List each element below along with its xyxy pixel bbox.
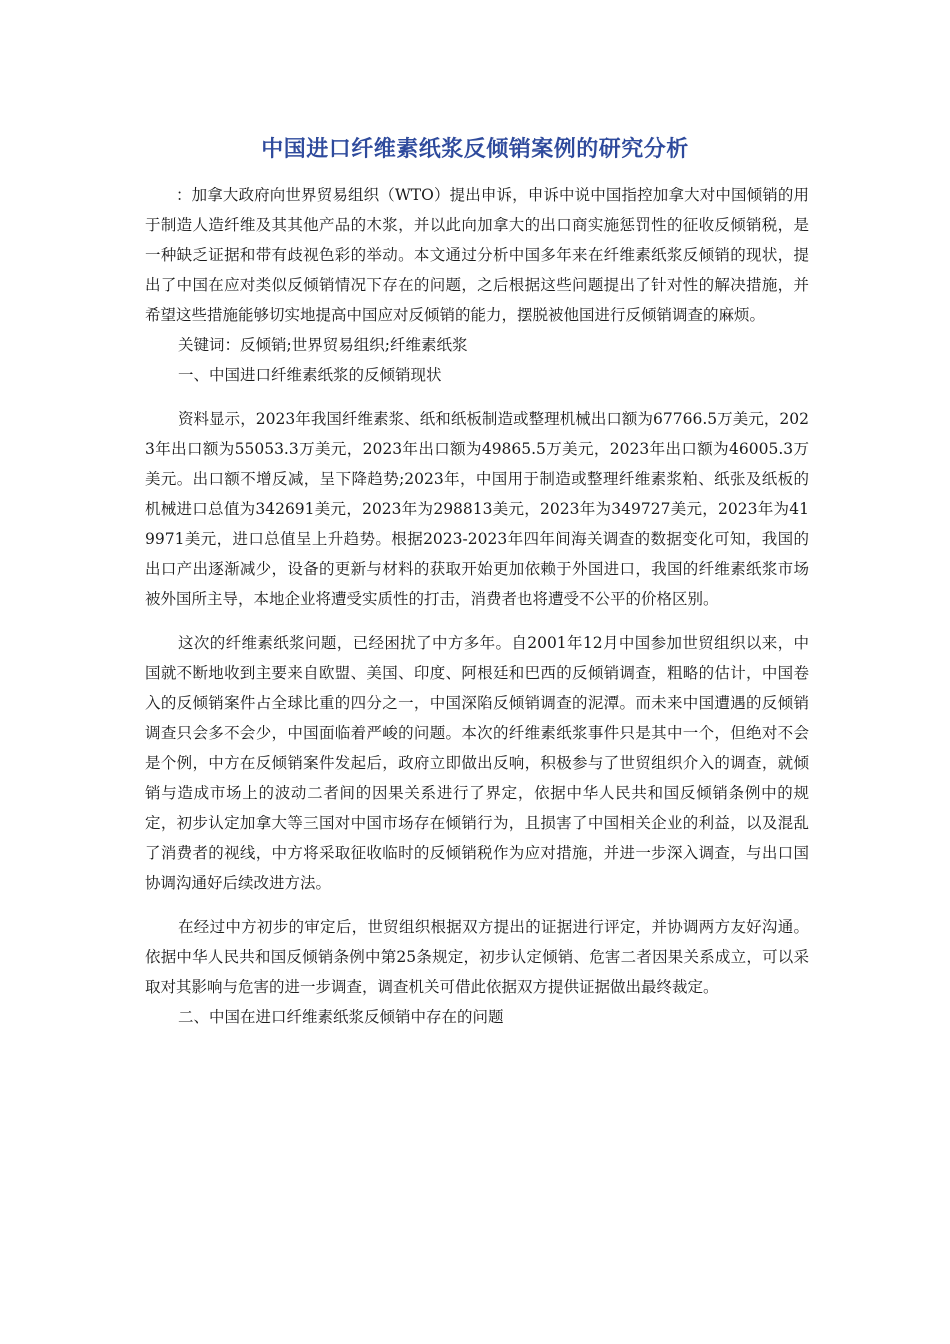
section-heading-2: 二、中国在进口纤维素纸浆反倾销中存在的问题 bbox=[178, 1008, 504, 1026]
body-paragraph-1: 资料显示，2023年我国纤维素浆、纸和纸板制造或整理机械出口额为67766.5万美元，2023年出口额为55053.3万美元，2023年出口额为49865.5万美元，2023年出口额为46005.3万美元。出口额不增反减，呈下降趋势;2023年，中国用于制造或整理纤维素浆粕、纸张及纸板的机械进口总值为342691美元，2023年为298813美元，2023年为349727美元，2023年为419971美元，进口总值呈上升趋势。根据2023-2023年四年间海关调查的数据变化可知，我国的出口产出逐渐减少，设备的更新与材料的获取开始更加依赖于外国进口，我国的纤维素纸浆市场被外国所主导，本地企业将遭受实质性的打击，消费者也将遭受不公平的价格区别。 bbox=[145, 410, 809, 608]
document-body bbox=[145, 180, 809, 1032]
body-paragraph-3: 在经过中方初步的审定后，世贸组织根据双方提出的证据进行评定，并协调两方友好沟通。依据中华人民共和国反倾销条例中第25条规定，初步认定倾销、危害二者因果关系成立，可以采取对其影响与危害的进一步调查，调查机关可借此依据双方提供证据做出最终裁定。 bbox=[145, 918, 809, 996]
section-heading-1: 一、中国进口纤维素纸浆的反倾销现状 bbox=[178, 366, 442, 384]
keywords-line: 关键词：反倾销;世界贸易组织;纤维素纸浆 bbox=[178, 336, 468, 354]
abstract-paragraph: ：加拿大政府向世界贸易组织（WTO）提出申诉，申诉中说中国指控加拿大对中国倾销的用于制造人造纤维及其其他产品的木浆，并以此向加拿大的出口商实施惩罚性的征收反倾销税，是一种缺乏证据和带有歧视色彩的举动。本文通过分析中国多年来在纤维素纸浆反倾销的现状，提出了中国在应对类似反倾销情况下存在的问题，之后根据这些问题提出了针对性的解决措施，并希望这些措施能够切实地提高中国应对反倾销的能力，摆脱被他国进行反倾销调查的麻烦。 bbox=[145, 186, 809, 324]
document-title: 中国进口纤维素纸浆反倾销案例的研究分析 bbox=[261, 137, 689, 162]
body-paragraph-2: 这次的纤维素纸浆问题，已经困扰了中方多年。自2001年12月中国参加世贸组织以来，中国就不断地收到主要来自欧盟、美国、印度、阿根廷和巴西的反倾销调查，粗略的估计，中国卷入的反倾销案件占全球比重的四分之一，中国深陷反倾销调查的泥潭。而未来中国遭遇的反倾销调查只会多不会少，中国面临着严峻的问题。本次的纤维素纸浆事件只是其中一个，但绝对不会是个例，中方在反倾销案件发起后，政府立即做出反响，积极参与了世贸组织介入的调查，就倾销与造成市场上的波动二者间的因果关系进行了界定，依据中华人民共和国反倾销条例中的规定，初步认定加拿大等三国对中国市场存在倾销行为，且损害了中国相关企业的利益，以及混乱了消费者的视线，中方将采取征收临时的反倾销税作为应对措施，并进一步深入调查，与出口国协调沟通好后续改进方法。 bbox=[145, 634, 809, 892]
